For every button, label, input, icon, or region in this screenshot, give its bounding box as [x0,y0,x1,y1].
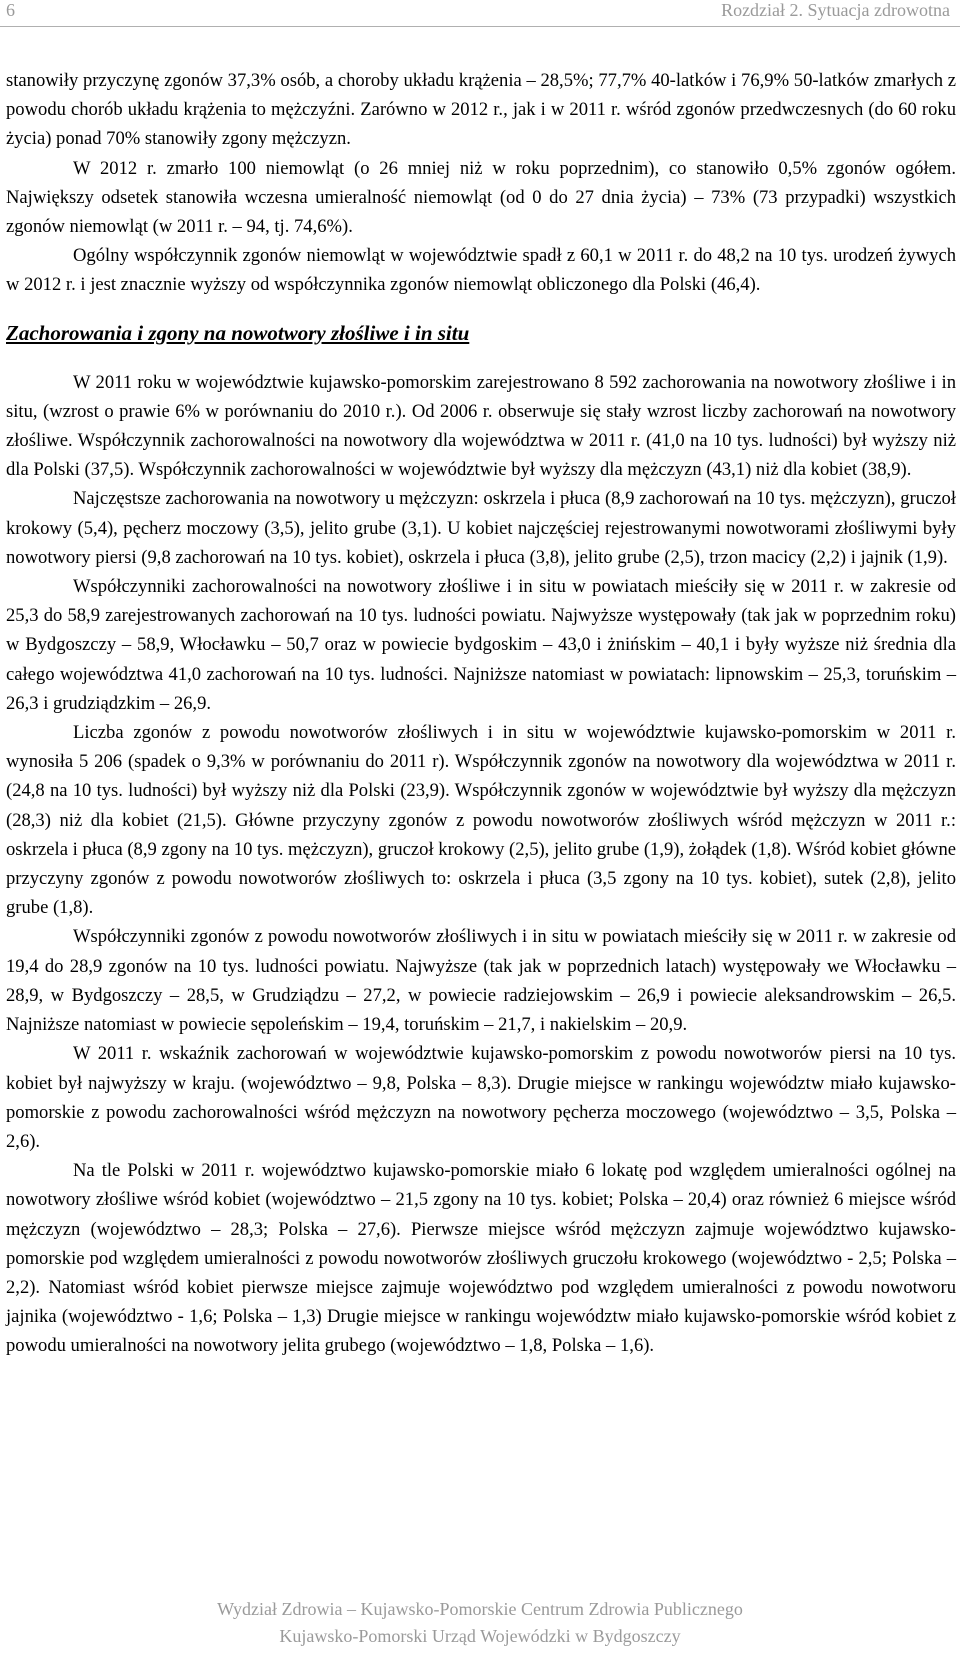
section-paragraph-7: Na tle Polski w 2011 r. województwo kujawsko-pomorskie miało 6 lokatę pod względem umieralności ogólnej na nowotwory złośliwe wśród kobiet (województwo – 21,5 zgony na 10 tys. kobiet; Polska – 20,4) oraz również 6 miejsce wśród mężczyzn (województwo – 28,3; Polska – 27,6). Pierwsze miejsce wśród mężczyzn zajmuje województwo kujawsko-pomorskie pod względem umieralności z powodu nowotworów złośliwych gruczołu krokowego (województwo - 2,5; Polska – 2,2). Natomiast wśród kobiet pierwsze miejsce zajmuje województwo pod względem umieralności z powodu nowotworu jajnika (województwo - 1,6; Polska – 1,3) Drugie miejsce w rankingu województw miało kujawsko-pomorskie wśród kobiet z powodu umieralności na nowotwory jelita grubego (województwo – 1,8, Polska – 1,6). [6,1160,956,1357]
intro-paragraph-1: stanowiły przyczynę zgonów 37,3% osób, a choroby układu krążenia – 28,5%; 77,7% 40-latków i 76,9% 50-latków zmarłych z powodu chorób układu krążenia to mężczyźni. Zarówno w 2012 r., jak i w 2011 r. wśród zgonów przedwczesnych (do 60 roku życia) ponad 70% stanowiły zgony mężczyzn. [6,70,956,150]
page-number: 6 [6,0,15,20]
section-paragraph-5: Współczynniki zgonów z powodu nowotworów złośliwych i in situ w powiatach mieściły się w 2011 r. w zakresie od 19,4 do 28,9 zgonów na 10 tys. ludności powiatu. Najwyższe (tak jak w poprzednich latach) występowały we Włocławku – 28,9, w Bydgoszczy – 28,5, w Grudziądzu – 27,2, w powiecie radziejowskim – 26,9 i powiecie aleksandrowskim – 26,5. Najniższe natomiast w powiecie sępoleńskim – 19,4, toruńskim – 21,7, i nakielskim – 20,9. [6,926,956,1036]
section-paragraph-4: Liczba zgonów z powodu nowotworów złośliwych i in situ w województwie kujawsko-pomorskim w 2011 r. wynosiła 5 206 (spadek o 9,3% w porównaniu do 2011 r). Współczynnik zgonów na nowotwory dla województwa w 2011 r. (24,8 na 10 tys. ludności) był wyższy niż dla Polski (23,9). Współczynnik zgonów w województwie był wyższy dla mężczyzn (28,3) niż dla kobiet (21,5). Główne przyczyny zgonów z powodu nowotworów złośliwych wśród mężczyzn w 2011 r.: oskrzela i płuca (8,9 zgony na 10 tys. mężczyzn), gruczoł krokowy (2,5), jelito grube (1,9), żołądek (1,8). Wśród kobiet główne przyczyny zgonów z powodu nowotworów złośliwych to: oskrzela i płuca (3,5 zgony na 10 tys. kobiet), sutek (2,8), jelito grube (1,8). [6,722,956,919]
running-head: Rozdział 2. Sytuacja zdrowotna [721,0,950,20]
section-paragraph-6: W 2011 r. wskaźnik zachorowań w województwie kujawsko-pomorskim z powodu nowotworów piersi na 10 tys. kobiet był najwyższy w kraju. (województwo – 9,8, Polska – 8,3). Drugie miejsce w rankingu województw miało kujawsko-pomorskie z powodu zachorowalności wśród mężczyzn na nowotwory pęcherza moczowego (województwo – 3,5, Polska – 2,6). [6,1043,956,1152]
page-header [0,0,960,28]
footer-line-2: Kujawsko-Pomorski Urząd Wojewódzki w Bydgoszczy [279,1626,681,1646]
page-footer [0,1596,960,1650]
page-body [6,66,956,1361]
section-paragraph-3: Współczynniki zachorowalności na nowotwory złośliwe i in situ w powiatach mieściły się w 2011 r. w zakresie od 25,3 do 58,9 zarejestrowanych zachorowań na 10 tys. ludności powiatu. Najwyższe występowały (tak jak w poprzednim roku) w Bydgoszczy – 58,9, Włocławku – 50,7 oraz w powiecie bydgoskim – 43,0 i żnińskim – 40,1 i były wyższe niż średnia dla całego województwa 41,0 zachorowań na 10 tys. ludności. Najniższe natomiast w powiatach: lipnowskim – 25,3, toruńskim – 26,3 i grudziądzkim – 26,9. [6,576,956,714]
footer-line-1: Wydział Zdrowia – Kujawsko-Pomorskie Centrum Zdrowia Publicznego [217,1599,743,1619]
section-paragraph-2: Najczęstsze zachorowania na nowotwory u mężczyzn: oskrzela i płuca (8,9 zachorowań na 10 tys. mężczyzn), gruczoł krokowy (5,4), pęcherz moczowy (3,5), jelito grube (3,1). U kobiet najczęściej rejestrowanymi nowotworami złośliwymi były nowotwory piersi (9,8 zachorowań na 10 tys. kobiet), oskrzela i płuca (3,8), jelito grube (2,5), trzon macicy (2,2) i jajnik (1,9). [6,488,956,568]
header-rule [0,26,960,27]
intro-paragraph-2: W 2012 r. zmarło 100 niemowląt (o 26 mniej niż w roku poprzednim), co stanowiło 0,5% zgonów ogółem. Największy odsetek stanowiła wczesna umieralność niemowląt (od 0 do 27 dnia życia) – 73% (73 przypadki) wszystkich zgonów niemowląt (w 2011 r. – 94, tj. 74,6%). [6,157,956,238]
section-heading: Zachorowania i zgony na nowotwory złośliwe i in situ [6,320,470,345]
intro-paragraph-3: Ogólny współczynnik zgonów niemowląt w województwie spadł z 60,1 w 2011 r. do 48,2 na 10 tys. urodzeń żywych w 2012 r. i jest znacznie wyższy od współczynnika zgonów niemowląt obliczonego dla Polski (46,4). [6,245,956,296]
section-paragraph-1: W 2011 roku w województwie kujawsko-pomorskim zarejestrowano 8 592 zachorowania na nowotwory złośliwe i in situ, (wzrost o prawie 6% w porównaniu do 2010 r.). Od 2006 r. obserwuje się stały wzrost liczby zachorowań na nowotwory złośliwe. Współczynnik zachorowalności na nowotwory dla województwa w 2011 r. (41,0 na 10 tys. ludności) był wyższy niż dla Polski (37,5). Współczynnik zachorowalności w województwie był wyższy dla mężczyzn (43,1) niż dla kobiet (38,9). [6,371,956,481]
